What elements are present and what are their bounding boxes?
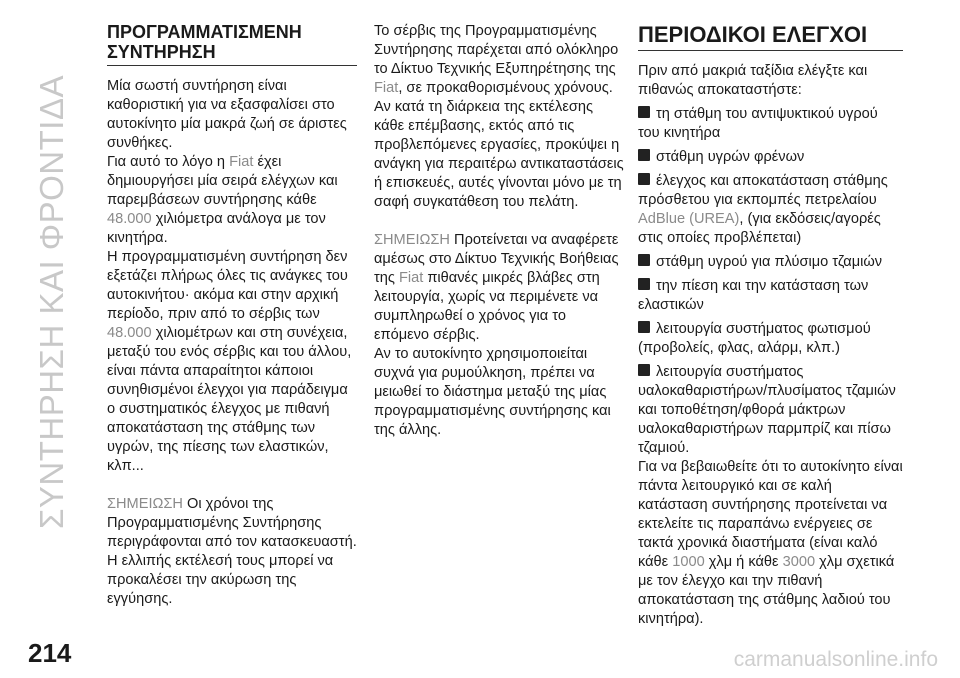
column-service-info (374, 22, 624, 440)
paragraph (374, 22, 624, 98)
section-side-title-text: ΣΥΝΤΗΡΗΣΗ ΚΑΙ ΦΡΟΝΤΙΔΑ (33, 74, 70, 530)
brand-fiat: Fiat (229, 154, 254, 170)
note-label: ΣΗΜΕΙΩΣΗ (107, 496, 183, 512)
checkbox-bullet-icon (638, 278, 650, 290)
column-periodic-checks (638, 22, 903, 629)
paragraph: Αν το αυτοκίνητο χρησιμοποιείται συχνά για ρυμούλκηση, πρέπει να μειωθεί το διάστημα μεταξύ της μίας προγραμματισμένης συντήρησης και της άλλης. (374, 346, 611, 438)
checkbox-bullet-icon (638, 254, 650, 266)
column-scheduled-maintenance (107, 22, 357, 609)
check-item-text: λειτουργία συστήματος φωτισμού (προβολείς, φλας, αλάρμ, κλπ.) (638, 321, 871, 356)
check-item (638, 253, 903, 272)
text: Η προγραμματισμένη συντήρηση δεν εξετάζει πλήρως όλες τις ανάγκες του αυτοκινήτου· ακόμα και στην αρχική περίοδο, πριν από το σέρβις των (107, 249, 348, 322)
paragraph (638, 458, 903, 629)
text: χλμ σχετικά με τον έλεγχο και την πιθανή αποκατάσταση της στάθμης λαδιού του κινητήρα). (638, 554, 895, 627)
check-item (638, 363, 903, 458)
text: πιθανές μικρές βλάβες στη λειτουργία, χωρίς να περιμένετε να συμπληρωθεί ο χρόνος για το επόμενο σέρβις. (374, 270, 600, 343)
mileage-value: 48.000 (107, 211, 152, 227)
text: έχει δημιουργήσει μία σειρά ελέγχων και παρεμβάσεων συντήρησης κάθε (107, 154, 338, 208)
check-item (638, 172, 903, 248)
paragraph: Αν κατά τη διάρκεια της εκτέλεσης κάθε επέμβασης, εκτός από τις προβλεπόμενες εργασίες, προκύψει η ανάγκη για περαιτέρω αντικαταστάσεις ή επισκευές, αυτές γίνονται μόνο με τη σαφή συγκατάθεση του πελάτη. (374, 99, 624, 210)
note-label: ΣΗΜΕΙΩΣΗ (374, 232, 450, 248)
watermark: carmanualsonline.info (733, 648, 938, 671)
check-item-text: έλεγχος και αποκατάσταση στάθμης πρόσθετου για εκπομπές πετρελαίου (638, 173, 888, 208)
check-item (638, 148, 903, 167)
brand-fiat: Fiat (374, 80, 399, 96)
adblue-label: AdBlue (UREA) (638, 211, 740, 227)
checkbox-bullet-icon (638, 149, 650, 161)
checkbox-bullet-icon (638, 321, 650, 333)
text: Προτείνεται να αναφέρετε αμέσως στο Δίκτυο Τεχνικής Βοήθειας της (374, 232, 619, 286)
text: χλμ ή κάθε (704, 554, 783, 570)
checkbox-bullet-icon (638, 173, 650, 185)
mileage-value: 48.000 (107, 325, 152, 341)
heading-scheduled-maintenance: ΠΡΟΓΡΑΜΜΑΤΙΣΜΕΝΗ ΣΥΝΤΗΡΗΣΗ (107, 22, 357, 66)
paragraph (107, 153, 357, 248)
checkbox-bullet-icon (638, 364, 650, 376)
text: χιλιομέτρων και στη συνέχεια, μεταξύ του ενός σέρβις και του άλλου, είναι πάντα απαραίτητοι κάποιοι συνηθισμένοι έλεγχοι για παράδειγμα ο συστηματικός έλεγχος με πιθανή αποκατάσταση της στάθμης των υγρών, της πίεσης των ελαστικών, κλπ... (107, 325, 352, 474)
page-number: 214 (28, 638, 72, 668)
text: Για να βεβαιωθείτε ότι το αυτοκίνητο είναι πάντα λειτουργικό και σε καλή κατάσταση συντήρησης προτείνεται να εκτελείτε τις παραπάνω ενέργειες σε τακτά χρονικά διαστήματα (είναι καλό κάθε (638, 459, 903, 570)
check-item (638, 105, 903, 143)
check-item-text: στάθμη υγρού για πλύσιμο τζαμιών (656, 254, 883, 270)
checkbox-bullet-icon (638, 106, 650, 118)
paragraph: Μία σωστή συντήρηση είναι καθοριστική για να εξασφαλίσει στο αυτοκίνητο μία μακρά ζωή σε άριστες συνθήκες. (107, 78, 347, 151)
check-item-text: λειτουργία συστήματος υαλοκαθαριστήρων/πλυσίματος τζαμιών και τοποθέτηση/φθορά μάκτρων υαλοκαθαριστήρων παρμπρίζ και πίσω τζαμιού. (638, 364, 896, 456)
text: Το σέρβις της Προγραμματισμένης Συντήρησης παρέχεται από ολόκληρο το Δίκτυο Τεχνικής Εξυπηρέτησης της (374, 23, 619, 77)
note (107, 495, 357, 609)
note (374, 231, 624, 345)
note-text: Οι χρόνοι της Προγραμματισμένης Συντήρησης περιγράφονται από τον κατασκευαστή. Η ελλιπής εκτέλεσή τους μπορεί να προκαλέσει την ακύρωση της εγγύησης. (107, 496, 357, 607)
check-item-text: στάθμη υγρών φρένων (656, 149, 805, 165)
section-side-title (22, 22, 82, 582)
check-item-text: τη στάθμη του αντιψυκτικού υγρού του κινητήρα (638, 106, 878, 141)
intro-text: Πριν από μακριά ταξίδια ελέγξτε και πιθανώς αποκαταστήστε: (638, 63, 868, 98)
paragraph (107, 248, 357, 476)
mileage-value: 1000 (672, 554, 705, 570)
mileage-value: 3000 (782, 554, 816, 570)
check-item (638, 277, 903, 315)
heading-periodic-checks: ΠΕΡΙΟΔΙΚΟΙ ΕΛΕΓΧΟΙ (638, 22, 903, 51)
text: Για αυτό το λόγο η (107, 154, 230, 170)
check-item (638, 320, 903, 358)
text: χιλιόμετρα ανάλογα με τον κινητήρα. (107, 211, 326, 246)
check-item-text: την πίεση και την κατάσταση των ελαστικών (638, 278, 869, 313)
brand-fiat: Fiat (398, 270, 424, 286)
check-item-text: , (για εκδόσεις/αγορές στις οποίες προβλέπεται) (638, 211, 881, 246)
text: , σε προκαθορισμένους χρόνους. (398, 80, 613, 96)
